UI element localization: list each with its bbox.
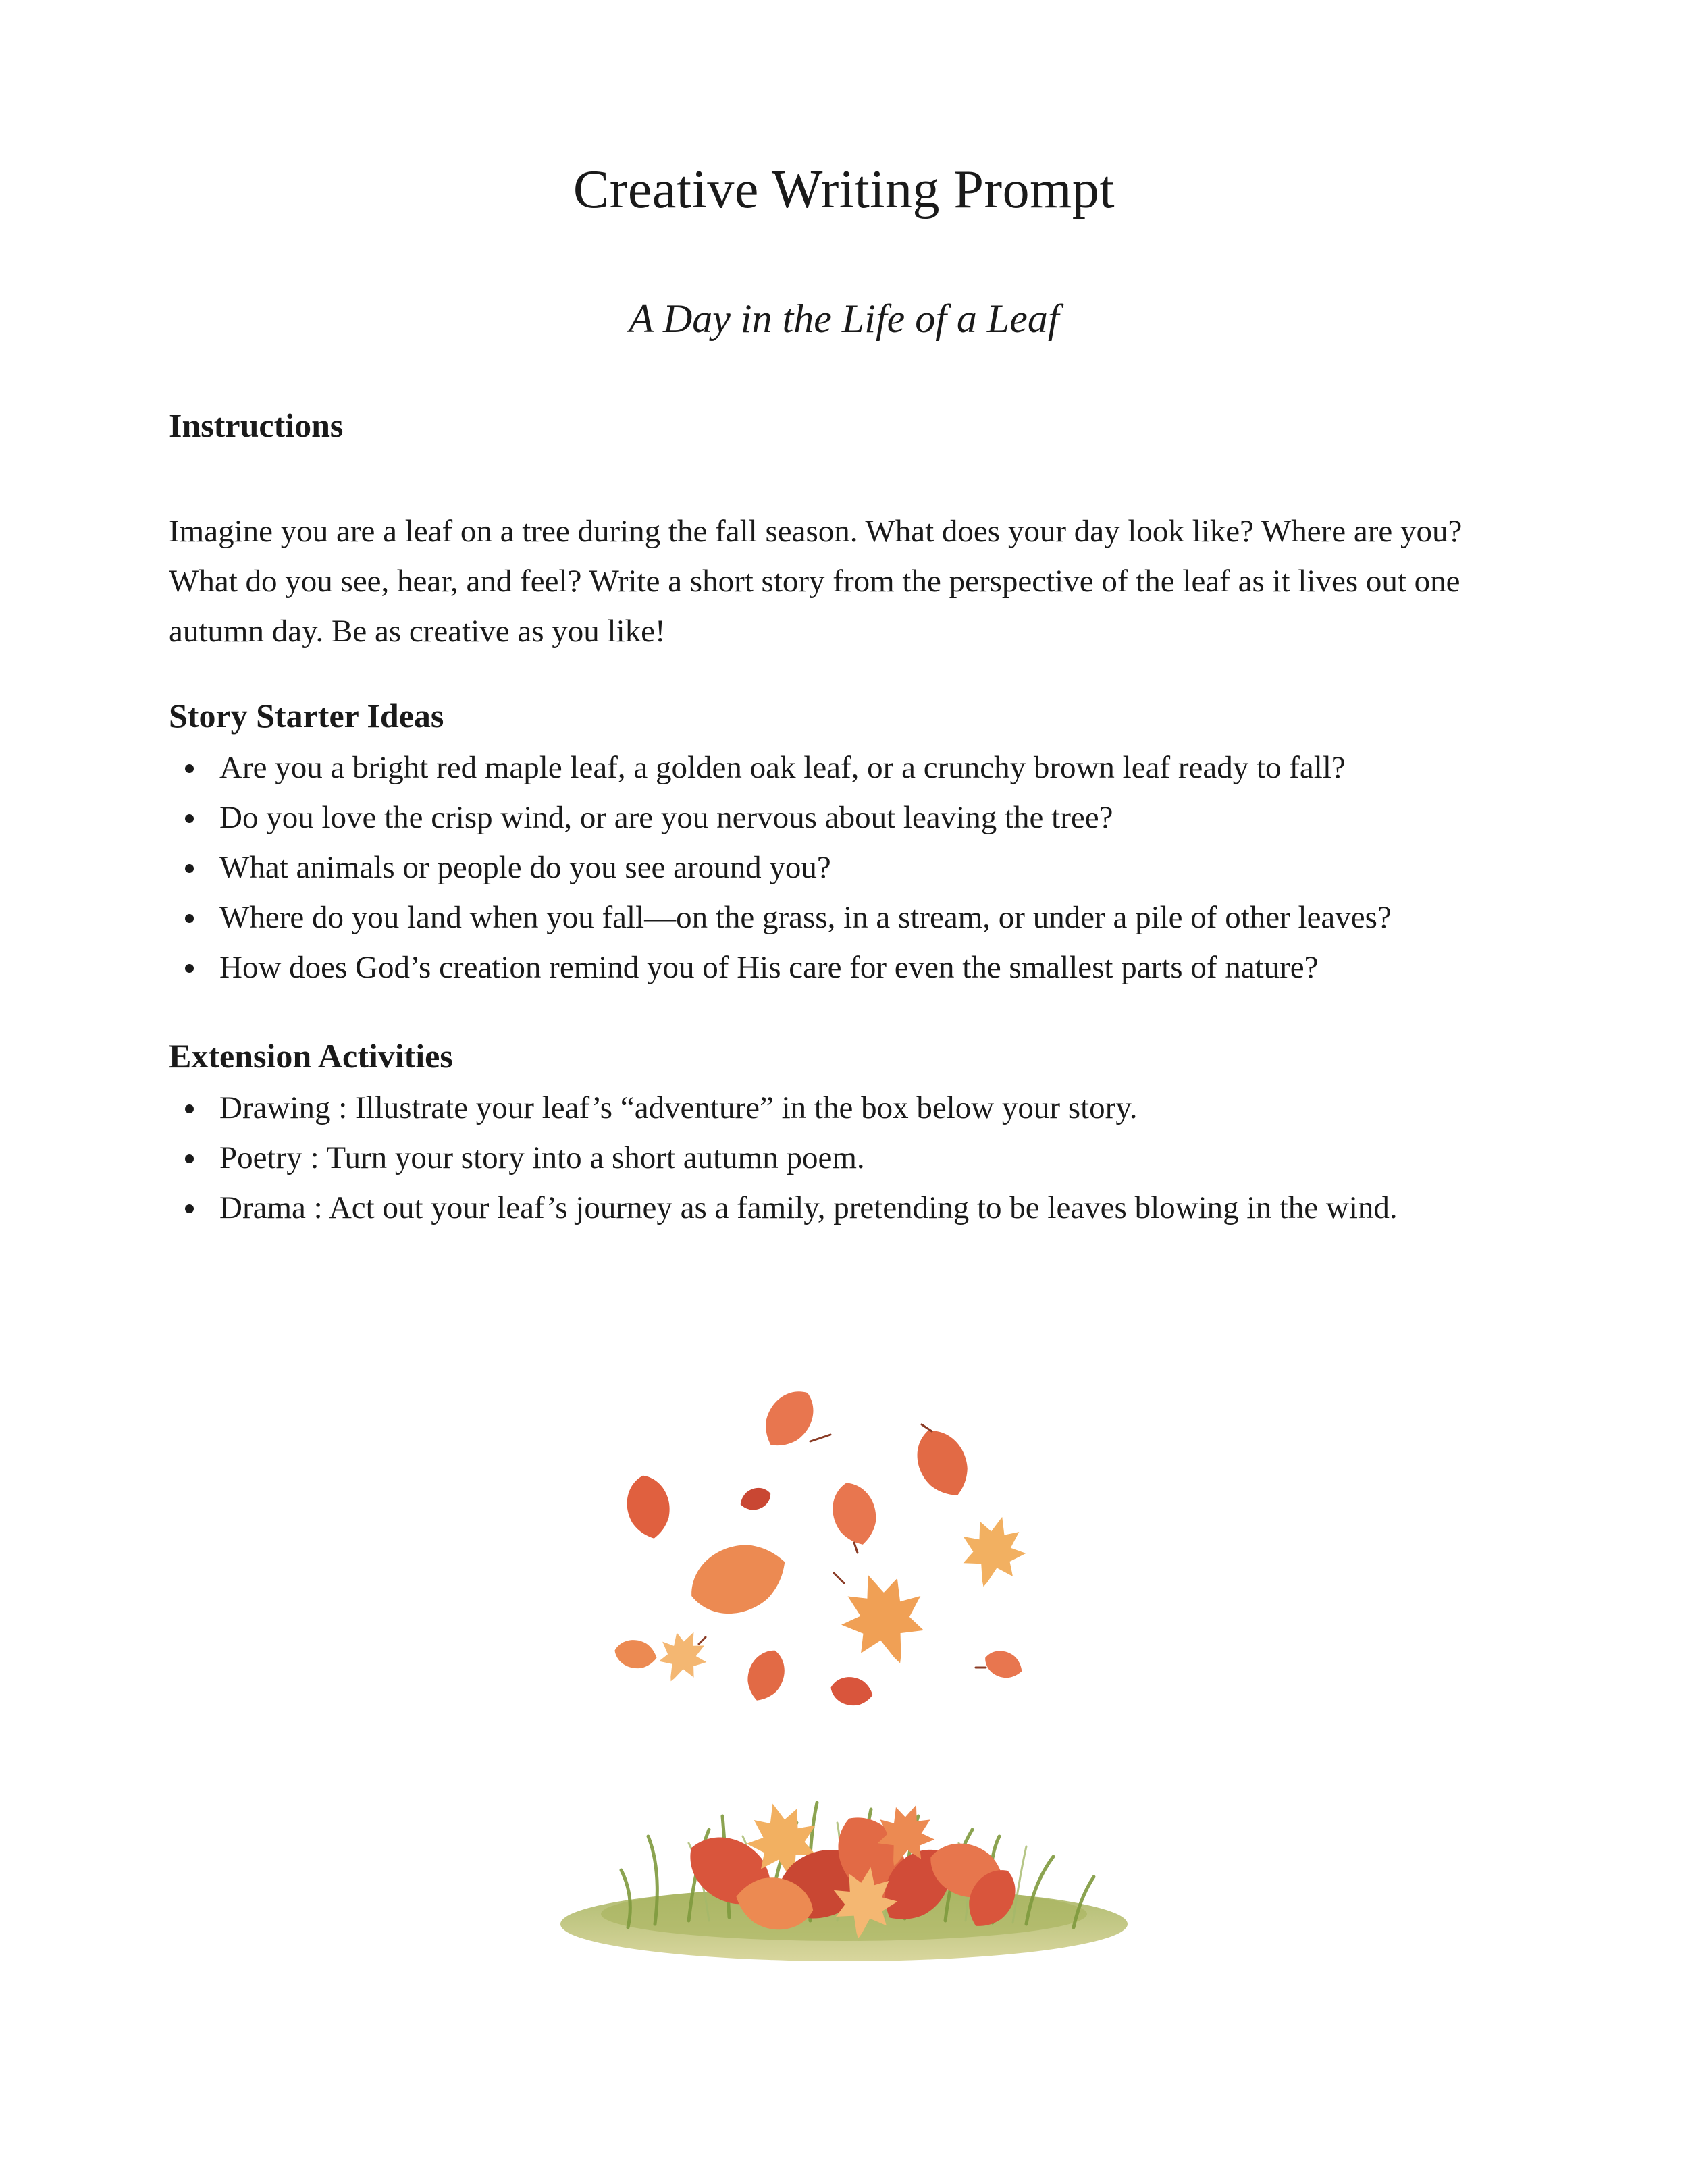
list-item: Drama : Act out your leaf’s journey as a family, pretending to be leaves blowing in the wind. bbox=[169, 1183, 1526, 1233]
page-subtitle: A Day in the Life of a Leaf bbox=[629, 296, 1059, 341]
falling-leaves-icon bbox=[554, 1370, 1148, 1978]
story-starters-heading: Story Starter Ideas bbox=[169, 697, 444, 735]
list-item: Where do you land when you fall—on the grass, in a stream, or under a pile of other leaves? bbox=[169, 893, 1526, 942]
instructions-heading: Instructions bbox=[169, 406, 344, 444]
content bbox=[169, 405, 1526, 1233]
list-item: How does God’s creation remind you of His care for even the smallest parts of nature? bbox=[169, 942, 1526, 992]
page-title: Creative Writing Prompt bbox=[573, 160, 1115, 219]
list-item: Are you a bright red maple leaf, a golden oak leaf, or a crunchy brown leaf ready to fall? bbox=[169, 743, 1526, 793]
list-item: Drawing : Illustrate your leaf’s “adventure” in the box below your story. bbox=[169, 1083, 1526, 1133]
list-item: What animals or people do you see around you? bbox=[169, 843, 1526, 893]
list-item: Poetry : Turn your story into a short autumn poem. bbox=[169, 1133, 1526, 1183]
story-starters-list bbox=[169, 743, 1526, 992]
instructions-text: Imagine you are a leaf on a tree during the fall season. What does your day look like? Where are you? What do you see, hear, and feel? Write a short story from the perspective of the leaf as it lives out one autumn day. Be as creative as you like! bbox=[169, 514, 1462, 649]
extension-list bbox=[169, 1083, 1526, 1233]
list-item: Do you love the crisp wind, or are you nervous about leaving the tree? bbox=[169, 793, 1526, 843]
extension-heading: Extension Activities bbox=[169, 1037, 453, 1075]
